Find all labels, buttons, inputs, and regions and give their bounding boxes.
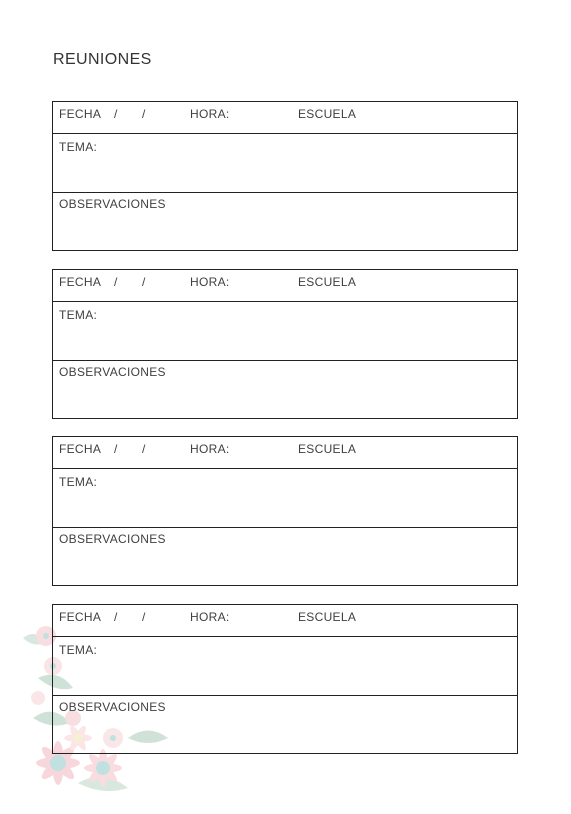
fecha-label: FECHA: [59, 442, 102, 456]
observaciones-row: [53, 696, 517, 753]
hora-label: HORA:: [190, 275, 230, 289]
date-separator: /: [142, 442, 146, 456]
meeting-header-row: [53, 437, 517, 469]
date-separator: /: [142, 610, 146, 624]
observaciones-row: [53, 528, 517, 585]
tema-label: TEMA:: [59, 475, 98, 489]
escuela-label: ESCUELA: [298, 275, 357, 289]
tema-row: [53, 469, 517, 528]
escuela-label: ESCUELA: [298, 107, 357, 121]
meeting-card: [52, 101, 518, 251]
meeting-header-row: [53, 270, 517, 302]
fecha-label: FECHA: [59, 275, 102, 289]
meeting-card: [52, 604, 518, 754]
meeting-card: [52, 269, 518, 419]
hora-label: HORA:: [190, 610, 230, 624]
observaciones-label: OBSERVACIONES: [59, 197, 166, 211]
tema-row: [53, 302, 517, 361]
observaciones-label: OBSERVACIONES: [59, 532, 166, 546]
hora-label: HORA:: [190, 442, 230, 456]
fecha-label: FECHA: [59, 610, 102, 624]
tema-label: TEMA:: [59, 643, 98, 657]
meeting-header-row: [53, 605, 517, 637]
date-separator: /: [142, 275, 146, 289]
fecha-label: FECHA: [59, 107, 102, 121]
observaciones-label: OBSERVACIONES: [59, 700, 166, 714]
date-separator: /: [114, 442, 118, 456]
date-separator: /: [142, 107, 146, 121]
date-separator: /: [114, 107, 118, 121]
observaciones-row: [53, 193, 517, 250]
page-title: REUNIONES: [53, 51, 152, 68]
escuela-label: ESCUELA: [298, 610, 357, 624]
escuela-label: ESCUELA: [298, 442, 357, 456]
tema-row: [53, 134, 517, 193]
meeting-card: [52, 436, 518, 586]
date-separator: /: [114, 275, 118, 289]
date-separator: /: [114, 610, 118, 624]
observaciones-label: OBSERVACIONES: [59, 365, 166, 379]
tema-label: TEMA:: [59, 308, 98, 322]
observaciones-row: [53, 361, 517, 418]
tema-row: [53, 637, 517, 696]
meeting-header-row: [53, 102, 517, 134]
tema-label: TEMA:: [59, 140, 98, 154]
hora-label: HORA:: [190, 107, 230, 121]
